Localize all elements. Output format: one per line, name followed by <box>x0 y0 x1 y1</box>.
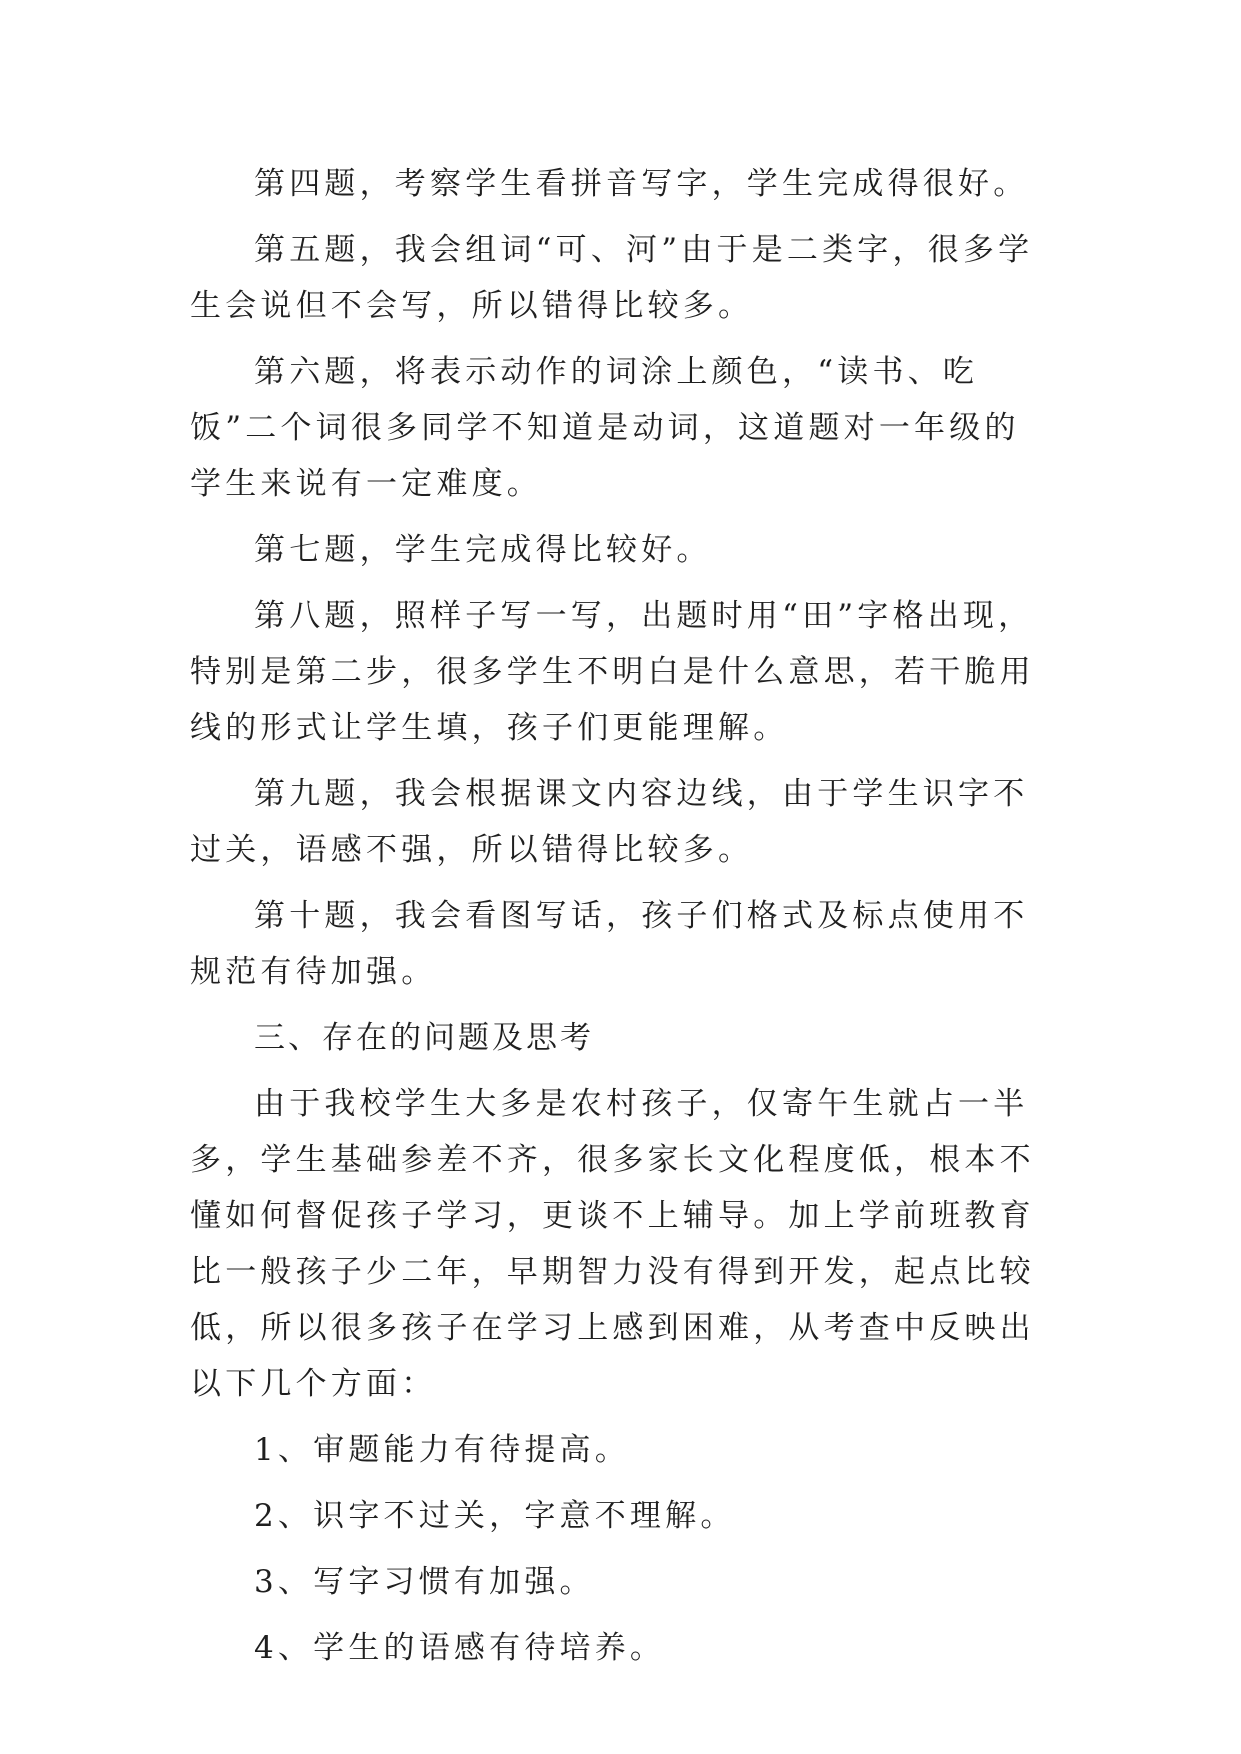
paragraph-q6: 第六题，将表示动作的词涂上颜色，“读书、吃饭”二个词很多同学不知道是动词，这道题对一年级的学生来说有一定难度。 <box>190 354 1020 502</box>
paragraph-q5: 第五题，我会组词“可、河”由于是二类字，很多学生会说但不会写，所以错得比较多。 <box>190 232 1034 324</box>
paragraph-q10: 第十题，我会看图写话，孩子们格式及标点使用不规范有待加强。 <box>190 898 1029 990</box>
paragraph-q4: 第四题，考察学生看拼音写字，学生完成得很好。 <box>254 166 1029 202</box>
list-item-3: 3、写字习惯有加强。 <box>254 1564 595 1600</box>
paragraph-q8: 第八题，照样子写一写，出题时用“田”字格出现，特别是第二步，很多学生不明白是什么意思，若干脆用线的形式让学生填，孩子们更能理解。 <box>190 598 1035 746</box>
list-item-1: 1、审题能力有待提高。 <box>254 1432 630 1468</box>
paragraph-q9: 第九题，我会根据课文内容边线，由于学生识字不过关，语感不强，所以错得比较多。 <box>190 776 1029 868</box>
document-body <box>190 156 1050 1686</box>
list-item-4: 4、学生的语感有待培养。 <box>254 1630 666 1666</box>
paragraph-q7: 第七题，学生完成得比较好。 <box>254 532 712 568</box>
section-heading: 三、存在的问题及思考 <box>254 1020 594 1056</box>
paragraph-analysis: 由于我校学生大多是农村孩子，仅寄午生就占一半多，学生基础参差不齐，很多家长文化程度低，根本不懂如何督促孩子学习，更谈不上辅导。加上学前班教育比一般孩子少二年，早期智力没有得到开发，起点比较低，所以很多孩子在学习上感到困难，从考查中反映出以下几个方面： <box>190 1086 1035 1402</box>
list-item-2: 2、识字不过关，字意不理解。 <box>254 1498 736 1534</box>
